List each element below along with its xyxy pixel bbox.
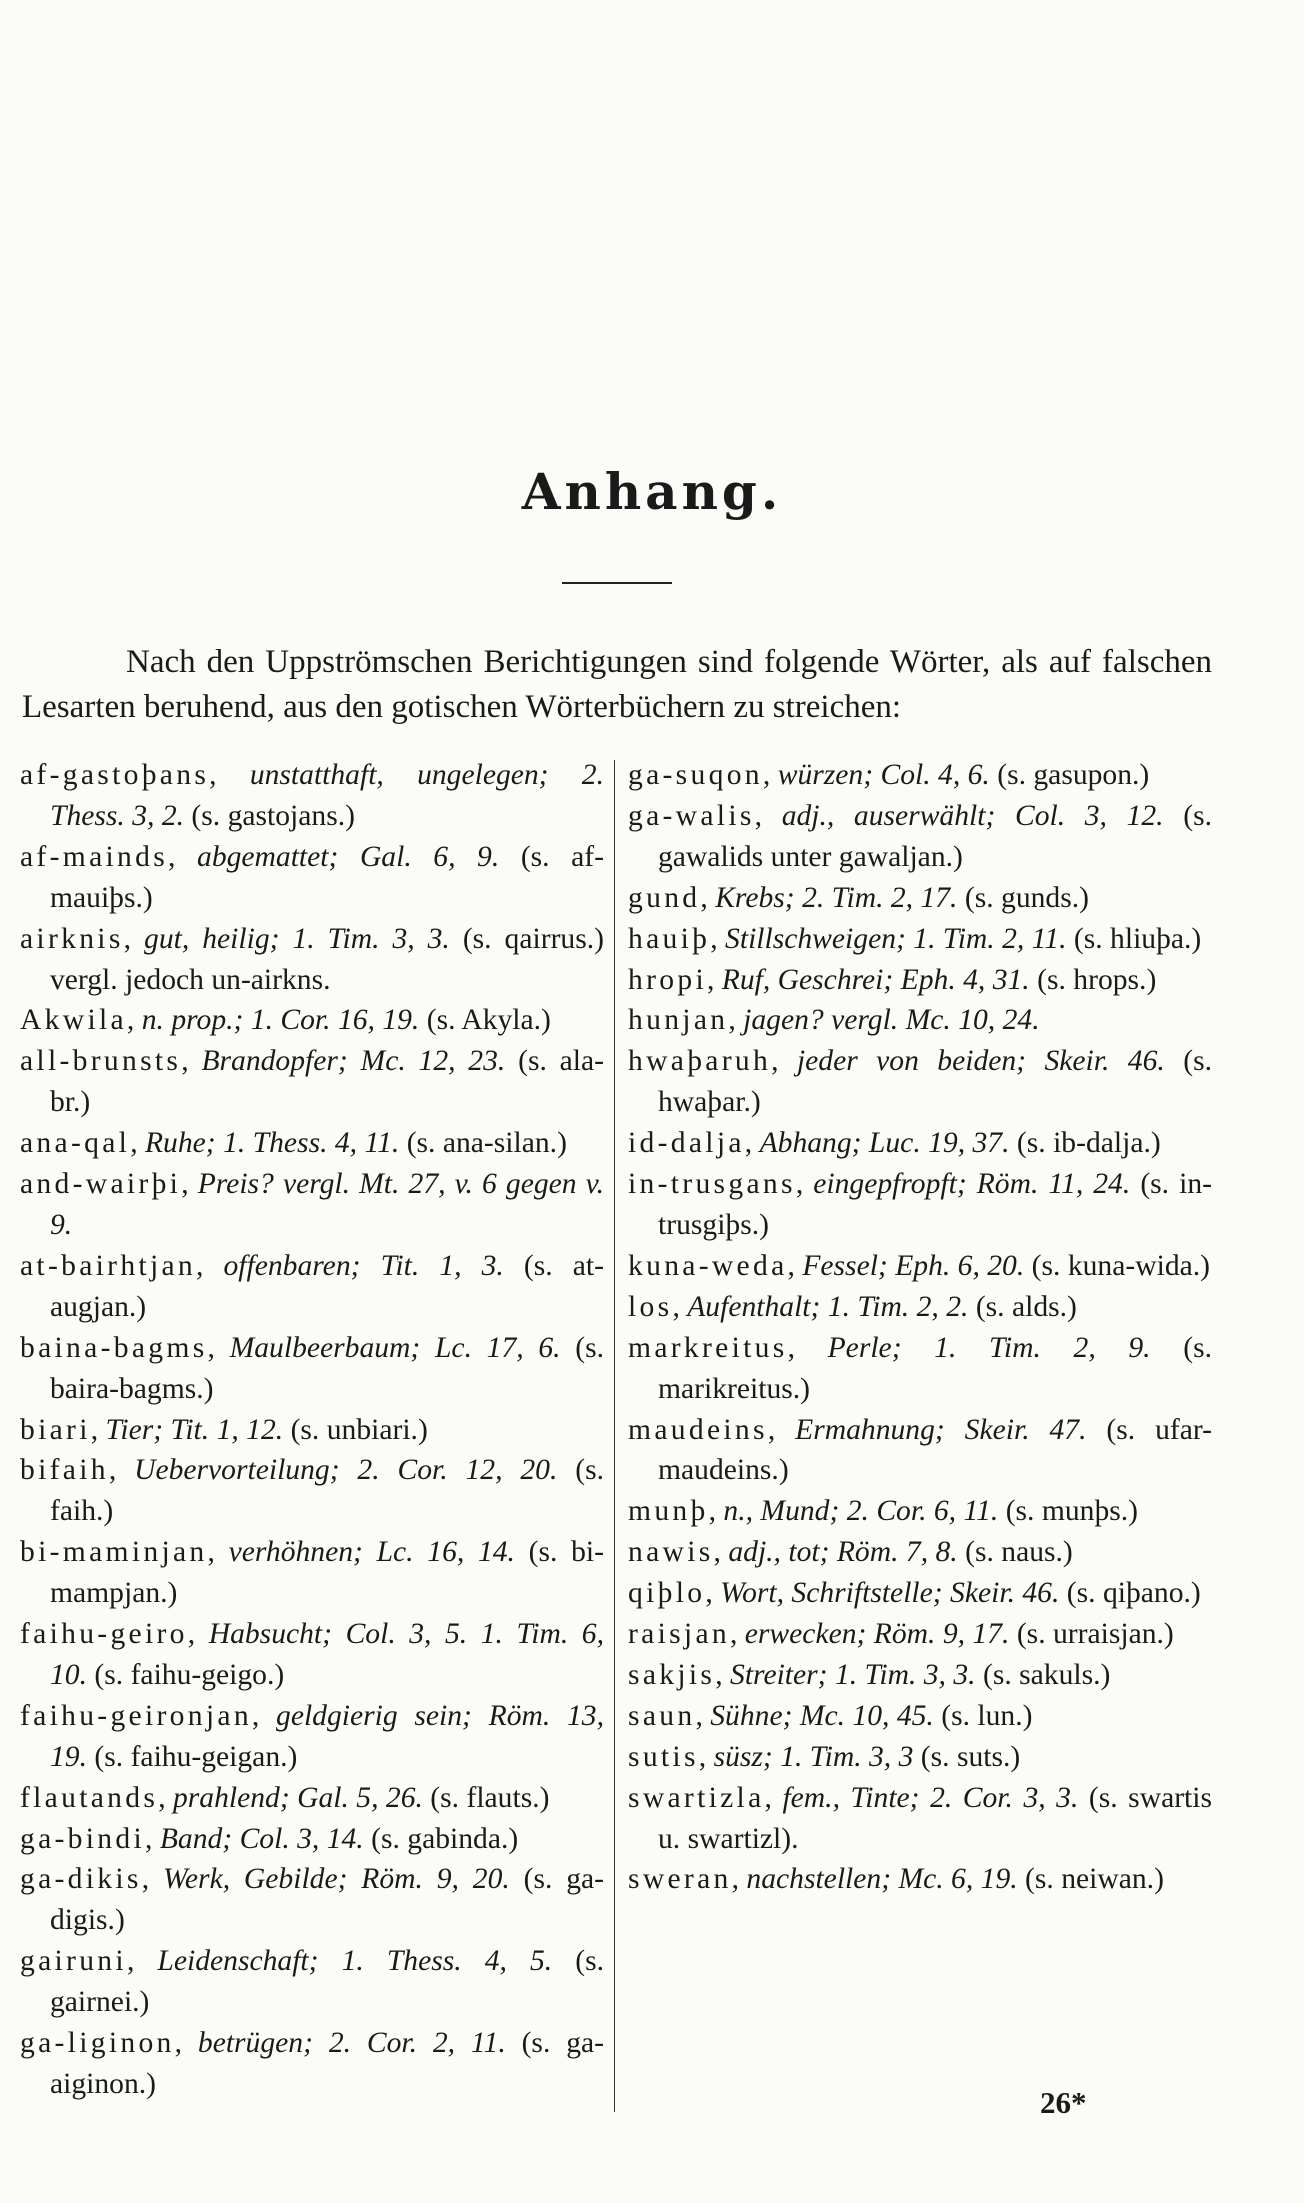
dictionary-entry: bifaih, Uebervorteilung; 2. Cor. 12, 20. (s. faih.): [20, 1454, 605, 1528]
entry-headword: af-gastoþans: [20, 759, 210, 791]
dictionary-entry: bi-maminjan, verhöhnen; Lc. 16, 14. (s. bi-mampjan.): [20, 1536, 604, 1610]
entry-reference: 2. Cor. 3, 3.: [930, 1781, 1079, 1814]
entry-gloss: jagen? vergl.: [743, 1004, 899, 1037]
entry-headword: sweran: [628, 1863, 732, 1896]
entry-reference: Col. 3, 14.: [239, 1822, 364, 1855]
entry-gloss: erwecken;: [744, 1618, 867, 1651]
entry-note: (s. faihu-geigan.): [94, 1740, 298, 1773]
entry-reference: 1. Tim. 2, 9.: [934, 1331, 1151, 1364]
entry-gloss: Band;: [159, 1822, 233, 1855]
entry-gloss: Maulbeerbaum;: [229, 1331, 421, 1364]
entry-note: (s. gastojans.): [191, 799, 355, 832]
entry-headword: af-mainds: [20, 840, 169, 873]
entry-reference: Röm. 11, 24.: [976, 1168, 1131, 1201]
entry-reference: 2. Cor. 6, 11.: [846, 1495, 999, 1528]
entry-gloss: Ermahnung;: [795, 1413, 945, 1446]
dictionary-entry: id-dalja, Abhang; Luc. 19, 37. (s. ib-dalja.): [628, 1127, 1161, 1160]
entry-reference: 1. Tim. 3, 3: [780, 1740, 914, 1773]
entry-reference: Eph. 6, 20.: [895, 1249, 1025, 1282]
entry-reference: Luc. 19, 37.: [868, 1127, 1010, 1160]
entry-reference: 2. Cor. 2, 11.: [328, 2027, 506, 2060]
dictionary-entry: kuna-weda, Fessel; Eph. 6, 20. (s. kuna-wida.): [628, 1249, 1211, 1282]
entry-reference: Skeir. 46.: [1044, 1045, 1165, 1078]
dictionary-entry: hauiþ, Stillschweigen; 1. Tim. 2, 11. (s. hliuþa.): [628, 922, 1202, 955]
entry-headword: qiþlo: [628, 1577, 706, 1610]
title-rule: [562, 582, 672, 584]
intro-paragraph: Nach den Uppströmschen Berichtigungen sind folgende Wörter, als auf falschen Lesarten beruhend, aus den gotischen Wörterbüchern zu streichen:: [22, 644, 1212, 725]
entry-gloss: Tier;: [105, 1413, 164, 1446]
entry-headword: munþ: [628, 1495, 709, 1528]
dictionary-entry: and-wairþi, Preis? vergl. Mt. 27, v. 6 gegen v. 9.: [20, 1168, 605, 1241]
entry-reference: Col. 3, 5. 1. Tim. 6, 10.: [50, 1618, 605, 1691]
entry-note: (s. ga-digis.): [50, 1863, 604, 1937]
entry-headword: bifaih: [20, 1454, 109, 1487]
entry-headword: los: [628, 1290, 673, 1323]
entry-gloss: Streiter;: [730, 1658, 828, 1691]
entry-headword: biari: [20, 1413, 91, 1446]
dictionary-entry: ga-bindi, Band; Col. 3, 14. (s. gabinda.): [20, 1822, 519, 1855]
entry-reference: 2. Tim. 2, 17.: [802, 881, 958, 914]
entry-gloss: n. prop.;: [141, 1004, 244, 1037]
dictionary-entry: all-brunsts, Brandopfer; Mc. 12, 23. (s. ala-br.): [20, 1045, 604, 1119]
entry-headword: ga-liginon: [20, 2027, 175, 2060]
dictionary-entry: sweran, nachstellen; Mc. 6, 19. (s. neiwan.): [628, 1863, 1164, 1896]
page-title: Anhang.: [521, 462, 783, 521]
dictionary-entry: hunjan, jagen? vergl. Mc. 10, 24.: [628, 1004, 1040, 1037]
dictionary-entry: swartizla, fem., Tinte; 2. Cor. 3, 3. (s. swartis u. swartizl).: [628, 1781, 1213, 1855]
entry-reference: 1. Tim. 3, 3.: [292, 922, 450, 955]
entry-reference: Tit. 1, 3.: [380, 1249, 504, 1282]
entry-reference: 2. Cor. 12, 20.: [357, 1454, 558, 1487]
entry-gloss: Perle;: [827, 1331, 902, 1364]
entry-headword: all-brunsts: [20, 1045, 182, 1078]
entry-reference: Col. 4, 6.: [880, 759, 990, 791]
entry-note: (s. baira-bagms.): [50, 1331, 604, 1405]
entry-headword: and-wairþi: [20, 1168, 182, 1201]
entry-gloss: Stillschweigen;: [725, 922, 906, 955]
entry-headword: ga-walis: [628, 799, 755, 832]
entry-note: (s. gunds.): [964, 881, 1090, 914]
entry-headword: baina-bagms: [20, 1331, 208, 1364]
dictionary-entry: nawis, adj., tot; Röm. 7, 8. (s. naus.): [628, 1536, 1073, 1569]
dictionary-entry: los, Aufenthalt; 1. Tim. 2, 2. (s. alds.): [628, 1290, 1077, 1323]
entry-reference: 2. Thess. 3, 2.: [50, 759, 604, 832]
dictionary-entry: Akwila, n. prop.; 1. Cor. 16, 19. (s. Akyla.): [20, 1004, 551, 1037]
entry-reference: Col. 3, 12.: [1014, 799, 1164, 832]
entry-reference: Mt. 27, v. 6 gegen v. 9.: [50, 1168, 605, 1241]
dictionary-entry: biari, Tier; Tit. 1, 12. (s. unbiari.): [20, 1413, 428, 1446]
entry-gloss: Habsucht;: [208, 1618, 333, 1651]
entry-reference: 1. Thess. 4, 5.: [341, 1945, 553, 1978]
entry-reference: Mc. 12, 23.: [360, 1045, 506, 1078]
entry-gloss: Fessel;: [802, 1249, 888, 1282]
entry-reference: Tit. 1, 12.: [170, 1413, 284, 1446]
entry-note: (s. gawalids unter gawaljan.): [658, 799, 1212, 873]
entry-reference: 1. Cor. 16, 19.: [250, 1004, 420, 1037]
entry-headword: ga-suqon: [628, 759, 763, 791]
entry-gloss: Sühne;: [710, 1699, 793, 1732]
entry-reference: Röm. 9, 20.: [361, 1863, 510, 1896]
dictionary-entry: munþ, n., Mund; 2. Cor. 6, 11. (s. munþs.): [628, 1495, 1139, 1528]
entry-note: (s. unbiari.): [290, 1413, 428, 1446]
entry-note: (s. gabinda.): [371, 1822, 519, 1855]
entry-gloss: Ruf, Geschrei;: [721, 963, 894, 996]
entry-reference: Gal. 6, 9.: [359, 840, 500, 873]
entry-gloss: Krebs;: [715, 881, 795, 914]
entry-note: (s. hliuþa.): [1073, 922, 1202, 955]
entry-gloss: adj., auserwählt;: [781, 799, 996, 832]
dictionary-entry: airknis, gut, heilig; 1. Tim. 3, 3. (s. qairrus.) vergl. jedoch un-airkns.: [20, 922, 604, 996]
entry-gloss: betrügen;: [197, 2027, 313, 2060]
entry-gloss: Aufenthalt;: [687, 1290, 821, 1323]
entry-reference: Skeir. 46.: [950, 1577, 1060, 1610]
entry-note: (s. bi-mampjan.): [50, 1536, 604, 1610]
entry-note: (s. Akyla.): [426, 1004, 551, 1037]
dictionary-entry: flautands, prahlend; Gal. 5, 26. (s. flauts.): [20, 1781, 550, 1814]
dictionary-entry: af-gastoþans, unstatthaft, ungelegen; 2. Thess. 3, 2. (s. gastojans.): [20, 759, 604, 832]
entry-note: (s. ib-dalja.): [1016, 1127, 1161, 1160]
entry-note: (s. in-trusgiþs.): [658, 1168, 1213, 1241]
entry-gloss: jeder von beiden;: [796, 1045, 1027, 1078]
entry-note: (s. ufar-maudeins.): [658, 1413, 1213, 1487]
entry-headword: bi-maminjan: [20, 1536, 208, 1569]
entry-note: (s. urraisjan.): [1016, 1618, 1174, 1651]
entry-headword: faihu-geiro: [20, 1618, 188, 1651]
entry-note: (s. flauts.): [430, 1781, 550, 1814]
column-divider: [614, 760, 615, 2112]
dictionary-entry: sutis, süsz; 1. Tim. 3, 3 (s. suts.): [628, 1740, 1021, 1773]
entry-note: (s. suts.): [920, 1740, 1021, 1773]
entry-gloss: adj., tot;: [728, 1536, 830, 1569]
entry-note: (s. ga-aiginon.): [50, 2027, 604, 2100]
entry-reference: 1. Tim. 3, 3.: [834, 1658, 976, 1691]
entry-headword: airknis: [20, 922, 124, 955]
entry-headword: maudeins: [628, 1413, 768, 1446]
entry-gloss: geldgierig sein;: [276, 1699, 472, 1732]
entry-reference: 1. Tim. 2, 11.: [913, 922, 1067, 955]
dictionary-entry: ga-walis, adj., auserwählt; Col. 3, 12. (s. gawalids unter gawaljan.): [628, 799, 1212, 873]
entry-gloss: unstatthaft, ungelegen;: [249, 759, 549, 791]
entry-note: (s. kuna-wida.): [1031, 1249, 1211, 1282]
entry-note: (s. hwaþar.): [658, 1045, 1212, 1119]
entry-headword: id-dalja: [628, 1127, 745, 1160]
entry-note: (s. ana-silan.): [406, 1127, 567, 1160]
left-column: [20, 755, 604, 2105]
dictionary-entry: hwaþaruh, jeder von beiden; Skeir. 46. (s. hwaþar.): [628, 1045, 1212, 1119]
entry-reference: Mc. 10, 45.: [799, 1699, 934, 1732]
entry-reference: Mc. 6, 19.: [898, 1863, 1018, 1896]
entry-headword: markreitus: [628, 1331, 788, 1364]
dictionary-entry: qiþlo, Wort, Schriftstelle; Skeir. 46. (s. qiþano.): [628, 1577, 1201, 1610]
dictionary-entry: in-trusgans, eingepfropft; Röm. 11, 24. (s. in-trusgiþs.): [628, 1168, 1213, 1241]
entry-note: (s. naus.): [965, 1536, 1073, 1569]
dictionary-entry: ga-dikis, Werk, Gebilde; Röm. 9, 20. (s. ga-digis.): [20, 1863, 604, 1937]
entry-headword: Akwila: [20, 1004, 127, 1037]
entry-gloss: Leidenschaft;: [157, 1945, 319, 1978]
entry-gloss: Uebervorteilung;: [134, 1454, 340, 1487]
entry-reference: Skeir. 47.: [964, 1413, 1087, 1446]
entry-headword: hunjan: [628, 1004, 729, 1037]
entry-note: (s. qiþano.): [1066, 1577, 1201, 1610]
entry-note: (s. swartis u. swartizl).: [658, 1781, 1213, 1855]
dictionary-entry: markreitus, Perle; 1. Tim. 2, 9. (s. marikreitus.): [628, 1331, 1212, 1405]
entry-gloss: Preis? vergl.: [197, 1168, 351, 1201]
dictionary-entry: saun, Sühne; Mc. 10, 45. (s. lun.): [628, 1699, 1033, 1732]
entry-reference: 1. Tim. 2, 2.: [827, 1290, 969, 1323]
entry-note: (s. marikreitus.): [658, 1331, 1212, 1405]
entry-gloss: süsz;: [713, 1740, 773, 1773]
entry-headword: swartizla: [628, 1781, 765, 1814]
entry-gloss: Werk, Gebilde;: [162, 1863, 348, 1896]
entry-gloss: gut, heilig;: [144, 922, 280, 955]
dictionary-entry: baina-bagms, Maulbeerbaum; Lc. 17, 6. (s. baira-bagms.): [20, 1331, 604, 1405]
entry-reference: Lc. 16, 14.: [376, 1536, 515, 1569]
entry-headword: ga-bindi: [20, 1822, 146, 1855]
dictionary-entry: ana-qal, Ruhe; 1. Thess. 4, 11. (s. ana-silan.): [20, 1127, 567, 1160]
page-number: 26*: [1040, 2085, 1087, 2120]
entry-gloss: abgemattet;: [197, 840, 339, 873]
entry-headword: sakjis: [628, 1658, 716, 1691]
entry-gloss: Ruhe;: [144, 1127, 216, 1160]
dictionary-entry: faihu-geiro, Habsucht; Col. 3, 5. 1. Tim. 6, 10. (s. faihu-geigo.): [20, 1618, 605, 1691]
entry-reference: Röm. 7, 8.: [836, 1536, 958, 1569]
entry-reference: Mc. 10, 24.: [905, 1004, 1040, 1037]
entry-note: (s. gairnei.): [50, 1945, 604, 2019]
entry-headword: raisjan: [628, 1618, 730, 1651]
entry-gloss: eingepfropft;: [813, 1168, 967, 1201]
dictionary-entry: gairuni, Leidenschaft; 1. Thess. 4, 5. (s. gairnei.): [20, 1945, 604, 2019]
entry-headword: kuna-weda: [628, 1249, 788, 1282]
entry-gloss: Abhang;: [759, 1127, 862, 1160]
entry-note: (s. faihu-geigo.): [94, 1658, 285, 1691]
entry-gloss: verhöhnen;: [228, 1536, 363, 1569]
right-column: [628, 755, 1212, 1900]
entry-reference: Röm. 13, 19.: [50, 1699, 604, 1773]
dictionary-entry: gund, Krebs; 2. Tim. 2, 17. (s. gunds.): [628, 881, 1090, 914]
entry-note: (s. gasupon.): [997, 759, 1150, 791]
dictionary-entry: maudeins, Ermahnung; Skeir. 47. (s. ufar-maudeins.): [628, 1413, 1213, 1487]
entry-note: (s. ala-br.): [50, 1045, 604, 1119]
entry-reference: Eph. 4, 31.: [900, 963, 1030, 996]
entry-note: (s. qairrus.) vergl. jedoch un-airkns.: [50, 922, 604, 996]
entry-headword: flautands: [20, 1781, 159, 1814]
dictionary-entry: ga-liginon, betrügen; 2. Cor. 2, 11. (s. ga-aiginon.): [20, 2027, 604, 2100]
entry-gloss: n., Mund;: [723, 1495, 840, 1528]
entry-headword: hropi: [628, 963, 707, 996]
entry-headword: faihu-geironjan: [20, 1699, 252, 1732]
entry-headword: hauiþ: [628, 922, 711, 955]
dictionary-entry: raisjan, erwecken; Röm. 9, 17. (s. urraisjan.): [628, 1618, 1174, 1651]
entry-reference: Lc. 17, 6.: [434, 1331, 561, 1364]
entry-note: (s. sakuls.): [982, 1658, 1111, 1691]
entry-gloss: nachstellen;: [746, 1863, 892, 1896]
entry-reference: 1. Thess. 4, 11.: [223, 1127, 400, 1160]
entry-reference: Röm. 9, 17.: [873, 1618, 1010, 1651]
entry-headword: in-trusgans: [628, 1168, 796, 1201]
dictionary-entry: hropi, Ruf, Geschrei; Eph. 4, 31. (s. hrops.): [628, 963, 1157, 996]
entry-headword: hwaþaruh: [628, 1045, 772, 1078]
entry-gloss: würzen;: [777, 759, 874, 791]
dictionary-entry: af-mainds, abgemattet; Gal. 6, 9. (s. af-mauiþs.): [20, 840, 604, 914]
dictionary-entry: at-bairhtjan, offenbaren; Tit. 1, 3. (s. at-augjan.): [20, 1249, 604, 1323]
entry-headword: gund: [628, 881, 701, 914]
entry-note: (s. hrops.): [1037, 963, 1157, 996]
entry-note: (s. munþs.): [1005, 1495, 1139, 1528]
dictionary-entry: faihu-geironjan, geldgierig sein; Röm. 13, 19. (s. faihu-geigan.): [20, 1699, 604, 1773]
entry-gloss: prahlend;: [172, 1781, 290, 1814]
entry-note: (s. at-augjan.): [50, 1249, 604, 1323]
entry-gloss: Brandopfer;: [201, 1045, 348, 1078]
entry-note: (s. neiwan.): [1025, 1863, 1164, 1896]
entry-reference: Gal. 5, 26.: [297, 1781, 423, 1814]
entry-headword: saun: [628, 1699, 696, 1732]
entry-headword: sutis: [628, 1740, 699, 1773]
entry-note: (s. faih.): [50, 1454, 605, 1528]
entry-note: (s. af-mauiþs.): [50, 840, 604, 914]
entry-gloss: fem., Tinte;: [782, 1781, 920, 1814]
entry-headword: at-bairhtjan: [20, 1249, 196, 1282]
entry-note: (s. alds.): [975, 1290, 1077, 1323]
entry-gloss: Wort, Schriftstelle;: [720, 1577, 943, 1610]
entry-headword: ga-dikis: [20, 1863, 142, 1896]
entry-gloss: offenbaren;: [223, 1249, 361, 1282]
entry-note: (s. lun.): [941, 1699, 1033, 1732]
dictionary-entry: sakjis, Streiter; 1. Tim. 3, 3. (s. sakuls.): [628, 1658, 1111, 1691]
entry-headword: nawis: [628, 1536, 714, 1569]
dictionary-entry: ga-suqon, würzen; Col. 4, 6. (s. gasupon.): [628, 759, 1150, 791]
entry-headword: gairuni: [20, 1945, 127, 1978]
entry-headword: ana-qal: [20, 1127, 131, 1160]
